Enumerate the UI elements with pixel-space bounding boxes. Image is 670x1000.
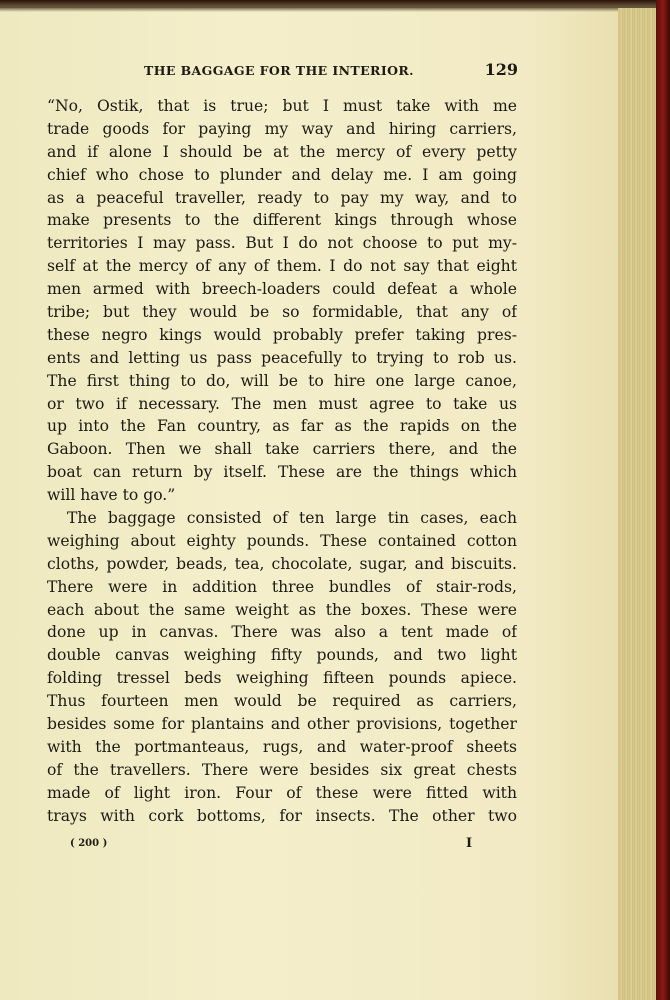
text-line: weighing about eighty pounds. These contained cotton: [47, 531, 517, 550]
text-line: will have to go.”: [47, 486, 176, 505]
top-edge-shadow: [0, 0, 670, 12]
text-line: cloths, powder, beads, tea, chocolate, sugar, and biscuits.: [47, 554, 517, 573]
text-line: Thus fourteen men would be required as carriers,: [47, 692, 517, 711]
text-line: up into the Fan country, as far as the rapids on the: [47, 417, 517, 436]
text-line: made of light iron. Four of these were fitted with: [47, 783, 517, 802]
text-line: men armed with breech-loaders could defeat a whole: [47, 280, 517, 299]
gathering-mark: I: [466, 836, 473, 851]
page-footer: [48, 838, 518, 856]
text-line: trays with cork bottoms, for insects. The other two: [47, 806, 517, 825]
text-line: and if alone I should be at the mercy of every petty: [47, 142, 517, 161]
text-line: double canvas weighing fifty pounds, and two light: [47, 646, 517, 665]
text-line: as a peaceful traveller, ready to pay my way, and to: [47, 188, 517, 207]
text-line: besides some for plantains and other provisions, together: [47, 715, 517, 734]
text-line: territories I may pass. But I do not choose to put my-: [47, 234, 517, 253]
text-line: The first thing to do, will be to hire one large canoe,: [47, 371, 517, 390]
text-line: “No, Ostik, that is true; but I must take with me: [47, 97, 517, 115]
text-line: done up in canvas. There was also a tent made of: [47, 623, 517, 642]
text-line: The baggage consisted of ten large tin cases, each: [67, 509, 517, 528]
text-line: chief who chose to plunder and delay me. I am going: [47, 165, 517, 184]
page-number: 129: [484, 60, 518, 79]
text-line: self at the mercy of any of them. I do not say that eight: [47, 257, 517, 276]
text-line: trade goods for paying my way and hiring carriers,: [47, 119, 517, 138]
text-line: or two if necessary. The men must agree to take us: [47, 394, 517, 413]
signature-mark: ( 200 ): [70, 838, 108, 849]
body-text: [47, 95, 517, 828]
text-line: folding tressel beds weighing fifteen pounds apiece.: [47, 669, 517, 688]
text-line: these negro kings would probably prefer taking pres-: [47, 325, 517, 344]
text-line: of the travellers. There were besides six great chests: [47, 760, 517, 779]
book-binding: [656, 0, 670, 1000]
text-line: boat can return by itself. These are the things which: [47, 463, 517, 482]
page-header: [48, 60, 518, 84]
text-line: tribe; but they would be so formidable, that any of: [47, 303, 517, 322]
page-edges: [618, 8, 656, 1000]
text-line: make presents to the different kings through whose: [47, 211, 517, 230]
text-line: There were in addition three bundles of stair-rods,: [47, 577, 517, 596]
text-line: ents and letting us pass peacefully to trying to rob us.: [47, 348, 517, 367]
text-line: with the portmanteaus, rugs, and water-proof sheets: [47, 737, 517, 756]
running-head: THE BAGGAGE FOR THE INTERIOR.: [144, 63, 414, 78]
text-line: each about the same weight as the boxes. These were: [47, 600, 517, 619]
text-line: Gaboon. Then we shall take carriers there, and the: [47, 440, 517, 459]
